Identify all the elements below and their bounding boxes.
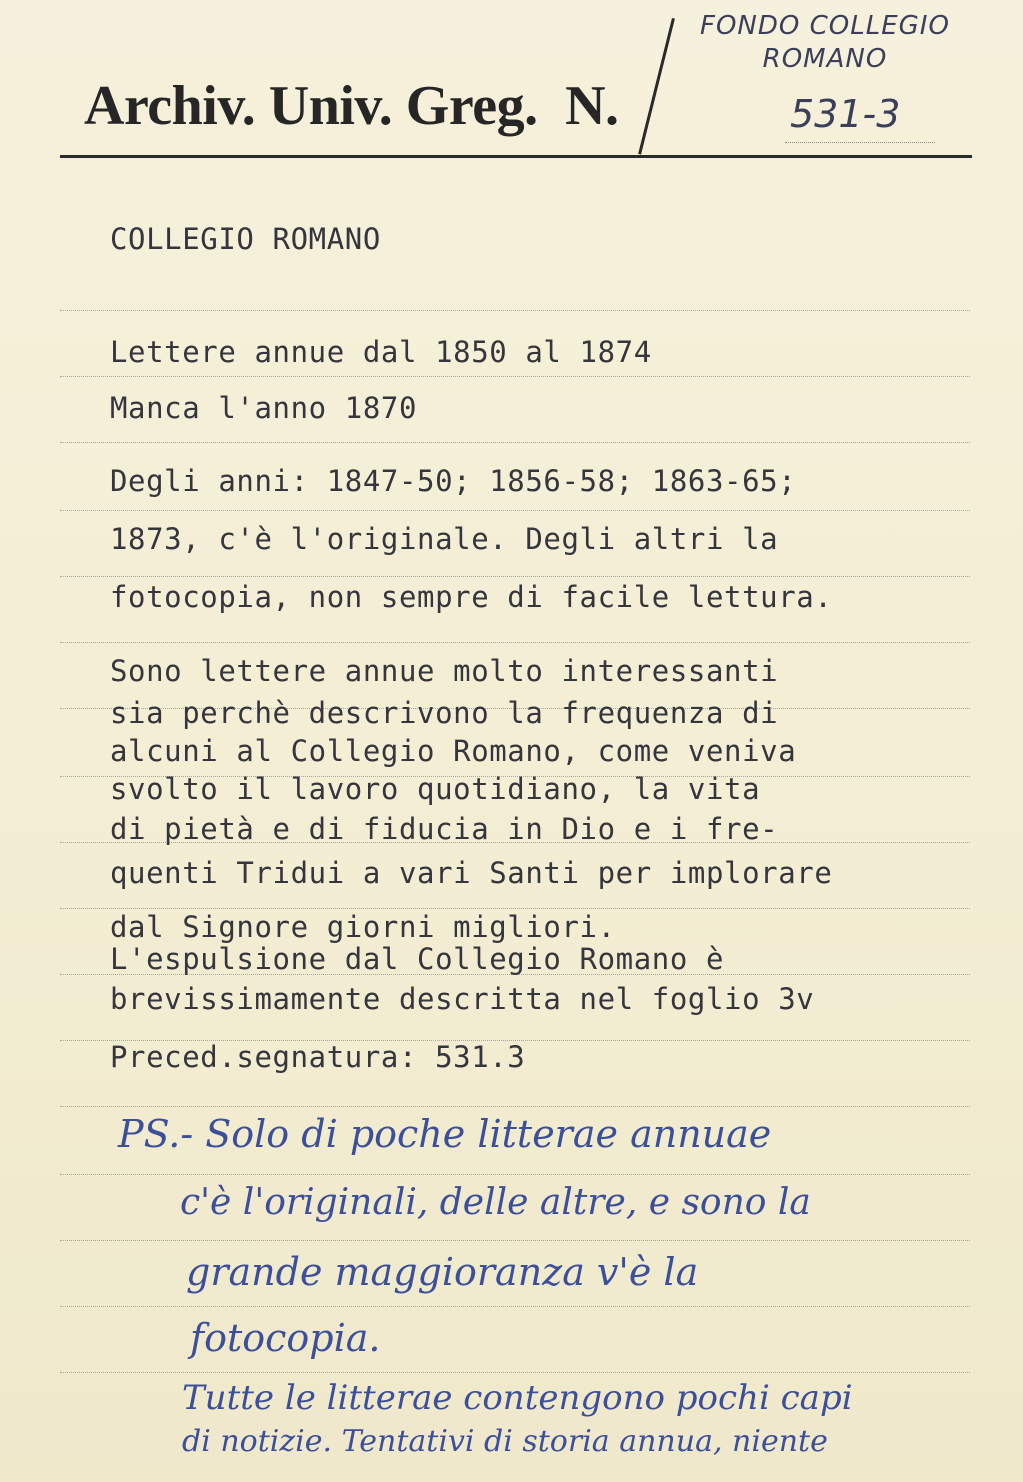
- ruled-line: [60, 1106, 970, 1107]
- ruled-line: [60, 1372, 970, 1373]
- ruled-line: [60, 376, 970, 377]
- handwritten-line: c'è l'originali, delle altre, e sono la: [180, 1182, 811, 1223]
- handwritten-line: Tutte le litterae contengono pochi capi: [182, 1378, 853, 1418]
- number-label: N.: [565, 75, 619, 137]
- handwritten-line: di notizie. Tentativi di storia annua, niente: [182, 1424, 828, 1459]
- text-line: fotocopia, non sempre di facile lettura.: [110, 580, 833, 614]
- text-line: Manca l'anno 1870: [110, 391, 418, 425]
- ruled-line: [60, 442, 970, 443]
- ruled-line: [60, 576, 970, 577]
- ruled-line: [60, 510, 970, 511]
- card-title: COLLEGIO ROMANO: [110, 222, 381, 256]
- divider-slash: [638, 18, 675, 155]
- number-underline: [785, 142, 935, 143]
- previous-shelfmark: Preced.segnatura: 531.3: [110, 1040, 526, 1074]
- text-line: quenti Tridui a vari Santi per implorare: [110, 856, 833, 890]
- text-line: 1873, c'è l'originale. Degli altri la: [110, 522, 779, 556]
- text-line: Sono lettere annue molto interessanti: [110, 654, 779, 688]
- header-rule: [60, 155, 972, 158]
- archive-number: 531-3: [790, 92, 901, 136]
- ruled-line: [60, 908, 970, 909]
- ruled-line: [60, 1306, 970, 1307]
- archive-header: [84, 74, 619, 138]
- archive-label: Archiv. Univ. Greg.: [84, 75, 538, 137]
- fondo-note: FONDO COLLEGIO ROMANO: [700, 11, 950, 74]
- text-line: alcuni al Collegio Romano, come veniva: [110, 734, 797, 768]
- text-line: sia perchè descrivono la frequenza di: [110, 696, 779, 730]
- handwritten-line: PS.- Solo di poche litterae annuae: [118, 1112, 772, 1156]
- text-line: svolto il lavoro quotidiano, la vita: [110, 772, 761, 806]
- text-line: dal Signore giorni migliori.: [110, 910, 616, 944]
- ruled-line: [60, 642, 970, 643]
- ruled-line: [60, 1240, 970, 1241]
- text-line: brevissimamente descritta nel foglio 3v: [110, 982, 815, 1016]
- ruled-line: [60, 310, 970, 311]
- text-line: Lettere annue dal 1850 al 1874: [110, 335, 652, 369]
- handwritten-line: fotocopia.: [190, 1316, 381, 1360]
- text-line: di pietà e di fiducia in Dio e i fre-: [110, 812, 779, 846]
- ruled-line: [60, 1174, 970, 1175]
- handwritten-line: grande maggioranza v'è la: [186, 1250, 699, 1294]
- text-line: Degli anni: 1847-50; 1856-58; 1863-65;: [110, 464, 797, 498]
- text-line: L'espulsione dal Collegio Romano è: [110, 942, 725, 976]
